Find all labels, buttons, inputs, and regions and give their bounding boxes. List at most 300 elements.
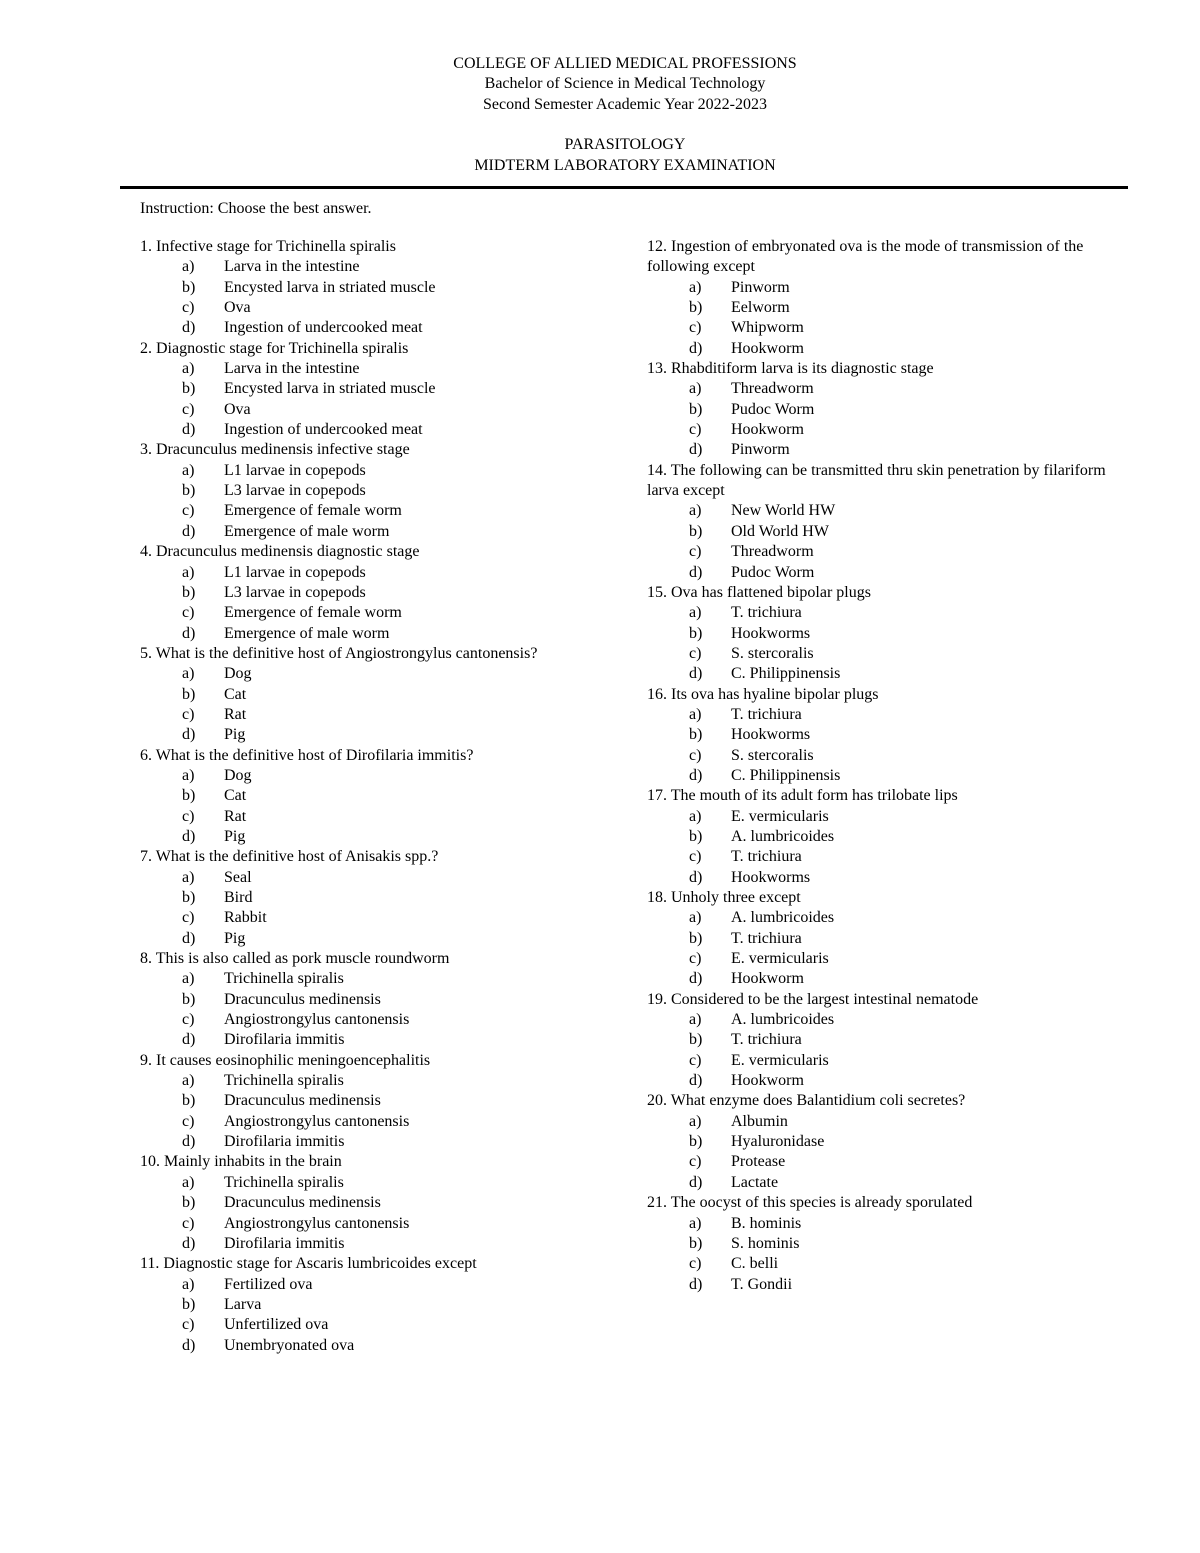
option-letter: c) [182, 909, 195, 927]
option-letter: b) [182, 1194, 196, 1212]
option-letter: c) [182, 1112, 195, 1130]
option-letter: b) [182, 990, 196, 1008]
question-text: 12. Ingestion of embryonated ova is the mode of transmission of the following except [647, 238, 1084, 276]
answer-option [140, 522, 620, 542]
option-text: Rabbit [224, 909, 267, 927]
option-text: T. trichiura [731, 1031, 802, 1049]
answer-option [647, 1051, 1117, 1071]
question-block [647, 1091, 1117, 1193]
option-letter: a) [689, 278, 702, 296]
question-block [647, 461, 1117, 583]
question-block [647, 685, 1117, 787]
option-text: S. stercoralis [731, 644, 814, 662]
answer-option [140, 1315, 620, 1335]
answer-option [647, 725, 1117, 745]
option-text: Encysted larva in striated muscle [224, 380, 436, 398]
option-text: Hyaluronidase [731, 1133, 825, 1151]
answer-option [140, 1336, 620, 1356]
answer-option [140, 624, 620, 644]
option-text: A. lumbricoides [731, 827, 835, 845]
option-text: Pudoc Worm [731, 563, 815, 581]
question-text: 17. The mouth of its adult form has trilobate lips [647, 787, 958, 805]
option-letter: c) [182, 299, 195, 317]
answer-option [140, 888, 620, 908]
answer-option [140, 969, 620, 989]
question-text: 2. Diagnostic stage for Trichinella spiralis [140, 339, 409, 357]
option-letter: d) [182, 1031, 196, 1049]
answer-option [140, 1295, 620, 1315]
question-text: 9. It causes eosinophilic meningoencephalitis [140, 1051, 431, 1069]
answer-option [140, 481, 620, 501]
answer-option [140, 400, 620, 420]
option-letter: b) [182, 1092, 196, 1110]
option-letter: d) [689, 441, 703, 459]
option-letter: d) [689, 563, 703, 581]
answer-option [140, 1234, 620, 1254]
option-letter: c) [689, 848, 702, 866]
option-text: C. Philippinensis [731, 766, 841, 784]
option-letter: c) [689, 950, 702, 968]
question-text: 1. Infective stage for Trichinella spiralis [140, 238, 396, 255]
answer-option [140, 725, 620, 745]
option-letter: b) [182, 787, 196, 805]
answer-option [647, 603, 1117, 623]
question-text: 20. What enzyme does Balantidium coli secretes? [647, 1092, 966, 1110]
answer-option [647, 440, 1117, 460]
answer-option [140, 827, 620, 847]
exam-title: MIDTERM LABORATORY EXAMINATION [474, 156, 776, 174]
question-text: 18. Unholy three except [647, 889, 801, 906]
option-letter: b) [689, 400, 703, 418]
option-letter: a) [689, 1112, 702, 1130]
option-letter: a) [182, 1275, 195, 1293]
option-letter: b) [182, 583, 196, 601]
option-letter: d) [182, 827, 196, 845]
option-letter: d) [182, 1336, 196, 1354]
question-block [647, 583, 1117, 685]
option-letter: c) [182, 400, 195, 418]
answer-option [140, 766, 620, 786]
answer-option [647, 868, 1117, 888]
answer-option [647, 746, 1117, 766]
option-text: L1 larvae in copepods [224, 461, 366, 479]
option-letter: a) [689, 909, 702, 927]
question-block [140, 644, 620, 746]
option-text: Fertilized ova [224, 1275, 313, 1293]
option-text: T. Gondii [731, 1275, 793, 1293]
option-text: A. lumbricoides [731, 1011, 835, 1029]
option-text: Albumin [731, 1112, 788, 1130]
answer-option [140, 1214, 620, 1234]
option-letter: a) [689, 502, 702, 520]
answer-option [140, 501, 620, 521]
answer-option [647, 1152, 1117, 1172]
option-letter: b) [689, 726, 703, 744]
answer-option [647, 664, 1117, 684]
answer-option [647, 1234, 1117, 1254]
option-text: Trichinella spiralis [224, 1173, 344, 1191]
answer-option [140, 807, 620, 827]
question-text: 16. Its ova has hyaline bipolar plugs [647, 685, 879, 703]
program-name: Bachelor of Science in Medical Technology [484, 75, 766, 93]
answer-option [647, 522, 1117, 542]
answer-option [647, 847, 1117, 867]
option-text: New World HW [731, 502, 836, 520]
answer-option [140, 664, 620, 684]
option-letter: c) [182, 705, 195, 723]
option-letter: a) [182, 766, 195, 784]
option-text: Larva in the intestine [224, 258, 360, 276]
question-block [140, 847, 620, 949]
option-letter: c) [689, 644, 702, 662]
option-text: Hookworms [731, 868, 811, 886]
option-text: Dirofilaria immitis [224, 1234, 345, 1252]
option-text: Emergence of male worm [224, 522, 390, 540]
answer-option [647, 1071, 1117, 1091]
option-letter: a) [182, 1173, 195, 1191]
answer-option [647, 827, 1117, 847]
option-letter: b) [182, 380, 196, 398]
answer-option [647, 278, 1117, 298]
answer-option [140, 1030, 620, 1050]
question-text: 7. What is the definitive host of Anisakis spp.? [140, 848, 439, 866]
option-text: Emergence of female worm [224, 604, 402, 622]
option-text: L3 larvae in copepods [224, 583, 366, 601]
option-text: Seal [224, 868, 252, 886]
header-divider [120, 186, 1128, 189]
option-text: A. lumbricoides [731, 909, 835, 927]
option-text: Ova [224, 299, 251, 317]
course-title: PARASITOLOGY [564, 136, 686, 154]
option-text: T. trichiura [731, 848, 802, 866]
option-letter: b) [689, 624, 703, 642]
answer-option [647, 969, 1117, 989]
option-letter: d) [182, 726, 196, 744]
option-text: Emergence of male worm [224, 624, 390, 642]
option-letter: a) [689, 705, 702, 723]
right-question-column [647, 237, 1117, 1295]
answer-option [140, 705, 620, 725]
answer-option [647, 807, 1117, 827]
option-text: Cat [224, 685, 247, 703]
option-letter: d) [689, 1275, 703, 1293]
option-letter: b) [182, 889, 196, 906]
option-letter: c) [689, 319, 702, 337]
answer-option [140, 461, 620, 481]
answer-option [647, 1132, 1117, 1152]
question-block [140, 1152, 620, 1254]
question-block [140, 1254, 620, 1356]
option-letter: c) [182, 1316, 195, 1334]
question-block [647, 359, 1117, 461]
option-letter: b) [182, 685, 196, 703]
option-letter: a) [689, 1011, 702, 1029]
option-text: T. trichiura [731, 705, 802, 723]
option-letter: b) [689, 522, 703, 540]
option-letter: a) [182, 665, 195, 683]
option-letter: c) [689, 1051, 702, 1069]
answer-option [647, 766, 1117, 786]
question-text: 8. This is also called as pork muscle roundworm [140, 950, 450, 968]
option-text: Dirofilaria immitis [224, 1133, 345, 1151]
option-text: T. trichiura [731, 604, 802, 622]
answer-option [140, 1091, 620, 1111]
option-letter: c) [689, 421, 702, 439]
answer-option [140, 1275, 620, 1295]
answer-option [647, 929, 1117, 949]
question-block [140, 440, 620, 542]
answer-option [647, 318, 1117, 338]
option-letter: c) [182, 1214, 195, 1232]
option-text: C. belli [731, 1255, 779, 1273]
option-text: Lactate [731, 1173, 779, 1191]
left-question-column [140, 237, 620, 1356]
option-text: Dog [224, 665, 252, 683]
option-text: Pinworm [731, 278, 790, 296]
option-text: Angiostrongylus cantonensis [224, 1112, 410, 1130]
option-text: Rat [224, 807, 247, 825]
option-letter: c) [689, 1255, 702, 1273]
answer-option [140, 786, 620, 806]
option-letter: a) [182, 970, 195, 988]
option-text: E. vermicularis [731, 807, 829, 825]
answer-option [647, 624, 1117, 644]
option-text: S. hominis [731, 1234, 800, 1252]
answer-option [140, 603, 620, 623]
option-letter: b) [182, 278, 196, 296]
answer-option [140, 1193, 620, 1213]
option-text: Angiostrongylus cantonensis [224, 1011, 410, 1029]
option-text: Cat [224, 787, 247, 805]
option-text: Hookworm [731, 970, 804, 988]
option-letter: b) [689, 827, 703, 845]
answer-option [647, 1173, 1117, 1193]
option-letter: d) [182, 1234, 196, 1252]
option-letter: d) [689, 665, 703, 683]
question-block [140, 339, 620, 441]
option-text: Unfertilized ova [224, 1316, 329, 1334]
question-text: 10. Mainly inhabits in the brain [140, 1153, 342, 1171]
option-text: Ingestion of undercooked meat [224, 421, 423, 439]
answer-option [647, 339, 1117, 359]
option-text: C. Philippinensis [731, 665, 841, 683]
option-letter: d) [689, 766, 703, 784]
option-text: Rat [224, 705, 247, 723]
question-block [140, 1051, 620, 1153]
answer-option [140, 685, 620, 705]
option-letter: c) [182, 502, 195, 520]
option-letter: d) [182, 522, 196, 540]
answer-option [647, 1010, 1117, 1030]
answer-option [140, 298, 620, 318]
question-text: 14. The following can be transmitted thru skin penetration by filariform larva except [647, 461, 1106, 500]
answer-option [140, 379, 620, 399]
answer-option [647, 1030, 1117, 1050]
question-text: 3. Dracunculus medinensis infective stage [140, 441, 410, 459]
option-letter: b) [689, 1031, 703, 1049]
answer-option [647, 501, 1117, 521]
option-letter: d) [182, 929, 196, 947]
option-text: T. trichiura [731, 929, 802, 947]
option-letter: a) [182, 868, 195, 886]
answer-option [647, 908, 1117, 928]
option-letter: b) [689, 1234, 703, 1252]
option-letter: d) [182, 1133, 196, 1151]
option-text: Hookworm [731, 1072, 804, 1090]
question-text: 19. Considered to be the largest intestinal nematode [647, 990, 979, 1008]
question-text: 13. Rhabditiform larva is its diagnostic stage [647, 360, 934, 378]
answer-option [647, 705, 1117, 725]
instruction-text: Instruction: Choose the best answer. [140, 200, 372, 217]
option-letter: a) [182, 1072, 195, 1090]
option-letter: a) [182, 360, 195, 378]
option-letter: d) [689, 339, 703, 357]
answer-option [647, 563, 1117, 583]
option-text: Ingestion of undercooked meat [224, 319, 423, 337]
document-header [0, 54, 1200, 176]
option-letter: b) [689, 299, 703, 317]
question-text: 15. Ova has flattened bipolar plugs [647, 583, 871, 601]
option-text: Dracunculus medinensis [224, 1092, 381, 1110]
answer-option [140, 257, 620, 277]
option-letter: c) [182, 1011, 195, 1029]
option-text: Trichinella spiralis [224, 1072, 344, 1090]
answer-option [140, 318, 620, 338]
option-letter: d) [689, 868, 703, 886]
question-text: 21. The oocyst of this species is already sporulated [647, 1194, 973, 1212]
option-text: Protease [731, 1153, 786, 1171]
option-text: Threadworm [731, 380, 814, 398]
option-text: Whipworm [731, 319, 804, 337]
option-letter: b) [182, 482, 196, 500]
option-text: S. stercoralis [731, 746, 814, 764]
option-text: Trichinella spiralis [224, 970, 344, 988]
option-text: Unembryonated ova [224, 1336, 355, 1354]
option-text: Ova [224, 400, 251, 418]
option-text: Encysted larva in striated muscle [224, 278, 436, 296]
option-text: Threadworm [731, 543, 814, 561]
college-name: COLLEGE OF ALLIED MEDICAL PROFESSIONS [453, 55, 797, 72]
option-text: Larva [224, 1295, 262, 1313]
option-letter: c) [182, 807, 195, 825]
answer-option [140, 868, 620, 888]
option-text: Pudoc Worm [731, 400, 815, 418]
answer-option [140, 929, 620, 949]
question-block [140, 542, 620, 644]
answer-option [140, 420, 620, 440]
option-text: Hookworms [731, 726, 811, 744]
answer-option [647, 400, 1117, 420]
question-block [647, 1193, 1117, 1295]
question-block [647, 786, 1117, 888]
answer-option [140, 1010, 620, 1030]
question-block [140, 746, 620, 848]
answer-option [647, 298, 1117, 318]
question-text: 11. Diagnostic stage for Ascaris lumbricoides except [140, 1255, 477, 1273]
option-letter: c) [182, 604, 195, 622]
option-text: Dirofilaria immitis [224, 1031, 345, 1049]
option-text: Old World HW [731, 522, 829, 540]
option-text: Bird [224, 889, 253, 906]
answer-option [140, 990, 620, 1010]
answer-option [140, 908, 620, 928]
option-letter: d) [689, 1173, 703, 1191]
answer-option [647, 420, 1117, 440]
answer-option [647, 542, 1117, 562]
question-block [647, 888, 1117, 990]
option-text: Angiostrongylus cantonensis [224, 1214, 410, 1232]
option-letter: a) [689, 604, 702, 622]
option-letter: d) [689, 1072, 703, 1090]
option-text: Pig [224, 726, 246, 744]
option-letter: b) [689, 1133, 703, 1151]
answer-option [140, 1173, 620, 1193]
option-letter: b) [182, 1295, 196, 1313]
option-letter: d) [182, 319, 196, 337]
option-letter: d) [689, 970, 703, 988]
option-letter: a) [182, 563, 195, 581]
option-letter: b) [689, 929, 703, 947]
answer-option [140, 1132, 620, 1152]
answer-option [140, 278, 620, 298]
option-letter: d) [182, 624, 196, 642]
option-text: Pinworm [731, 441, 790, 459]
question-text: 4. Dracunculus medinensis diagnostic stage [140, 543, 420, 561]
option-letter: a) [182, 461, 195, 479]
option-letter: a) [689, 807, 702, 825]
answer-option [140, 1071, 620, 1091]
question-block [647, 237, 1117, 359]
option-text: L1 larvae in copepods [224, 563, 366, 581]
option-letter: a) [689, 1214, 702, 1232]
answer-option [647, 1275, 1117, 1295]
option-text: Eelworm [731, 299, 790, 317]
question-text: 6. What is the definitive host of Dirofilaria immitis? [140, 746, 474, 764]
answer-option [647, 949, 1117, 969]
option-text: Hookworm [731, 339, 804, 357]
option-text: Pig [224, 929, 246, 947]
question-text: 5. What is the definitive host of Angiostrongylus cantonensis? [140, 644, 538, 662]
question-block [140, 949, 620, 1051]
option-text: Larva in the intestine [224, 360, 360, 378]
option-text: E. vermicularis [731, 950, 829, 968]
option-text: Hookworm [731, 421, 804, 439]
answer-option [647, 1254, 1117, 1274]
answer-option [647, 379, 1117, 399]
option-text: Pig [224, 827, 246, 845]
option-text: Dracunculus medinensis [224, 990, 381, 1008]
answer-option [140, 359, 620, 379]
option-letter: a) [689, 380, 702, 398]
option-text: Hookworms [731, 624, 811, 642]
option-letter: d) [182, 421, 196, 439]
answer-option [140, 563, 620, 583]
option-text: L3 larvae in copepods [224, 482, 366, 500]
answer-option [140, 1112, 620, 1132]
semester-line: Second Semester Academic Year 2022-2023 [483, 95, 767, 113]
question-block [647, 990, 1117, 1092]
answer-option [647, 1214, 1117, 1234]
answer-option [647, 644, 1117, 664]
option-letter: c) [689, 1153, 702, 1171]
option-letter: c) [689, 746, 702, 764]
option-text: E. vermicularis [731, 1051, 829, 1069]
option-letter: c) [689, 543, 702, 561]
question-block [140, 237, 620, 339]
option-text: Dog [224, 766, 252, 784]
answer-option [647, 1112, 1117, 1132]
answer-option [140, 583, 620, 603]
